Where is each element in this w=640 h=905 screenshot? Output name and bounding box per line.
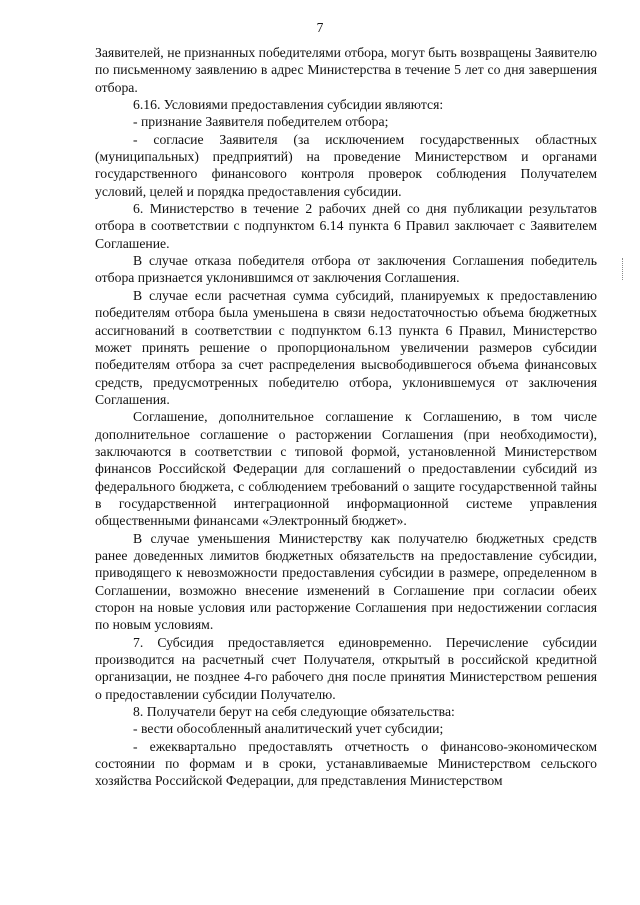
page-number: 7 xyxy=(316,20,324,35)
list-item-winner-recognition: - признание Заявителя победителем отбора; xyxy=(133,114,389,130)
document-body xyxy=(95,44,597,790)
paragraph-6: 6. Министерство в течение 2 рабочих дней со дня публикации результатов отбора в соответствии с подпунктом 6.14 пункта 6 Правил заключает с Заявителем Соглашение. xyxy=(95,201,597,251)
paragraph-reduction: В случае если расчетная сумма субсидий, планируемых к предоставлению победителям отбора была уменьшена в связи недостаточностью объема бюджетных ассигнований в соответствии с подпунктом 6.13 пункта 6 Правил, Министерство может принять решение о пропорциональном увеличении размеров субсидии победителям отбора за счет распределения высвободившегося объема финансовых средств, предусмотренных победителю отбора, уклонившемуся от заключения Соглашения. xyxy=(95,287,597,407)
paragraph-agreement-form: Соглашение, дополнительное соглашение к Соглашению, в том числе дополнительное соглашение о расторжении Соглашения (при необходимости), заключаются в соответствии с типовой формой, установленной Министерством финансов Российской Федерации для соглашений о предоставлении субсидий из федерального бюджета, с соблюдением требований о защите государственной тайны в государственной интеграционной информационной системе управления общественными финансами «Электронный бюджет». xyxy=(95,409,597,529)
list-item-reporting: - ежеквартально предоставлять отчетность о финансово-экономическом состоянии по формам и в сроки, устанавливаемые Министерством сельского хозяйства Российской Федерации, для представления Министерством xyxy=(95,738,597,789)
paragraph-6-16: 6.16. Условиями предоставления субсидии являются: xyxy=(133,97,444,113)
paragraph-7: 7. Субсидия предоставляется единовременно. Перечисление субсидии производится на расчетный счет Получателя, открытый в российской кредитной организации, не позднее 4-го рабочего дня после принятия Министерством решения о предоставлении субсидии Получателю. xyxy=(95,634,597,702)
list-item-accounting: - вести обособленный аналитический учет субсидии; xyxy=(133,721,444,737)
scan-margin-mark xyxy=(622,258,625,280)
paragraph-continuation: Заявителей, не признанных победителями отбора, могут быть возвращены Заявителю по письменному заявлению в адрес Министерства в течение 5 лет со дня завершения отбора. xyxy=(95,45,597,95)
paragraph-refusal: В случае отказа победителя отбора от заключения Соглашения победитель отбора признается уклонившимся от заключения Соглашения. xyxy=(95,253,597,286)
list-item-consent: - согласие Заявителя (за исключением государственных областных (муниципальных) предприятий) на проведение Министерством и органами государственного финансового контроля проверок соблюдения Получателем условий, целей и порядка предоставления субсидии. xyxy=(95,131,597,199)
paragraph-limits-reduction: В случае уменьшения Министерству как получателю бюджетных средств ранее доведенных лимитов бюджетных обязательств на предоставление субсидии, приводящего к невозможности предоставления субсидии в размере, определенном в Соглашении, возможно внесение изменений в Соглашение при согласии обеих сторон на новые условия или расторжение Соглашения при недостижении согласия по новым условиям. xyxy=(95,530,597,633)
paragraph-8: 8. Получатели берут на себя следующие обязательства: xyxy=(133,704,455,720)
